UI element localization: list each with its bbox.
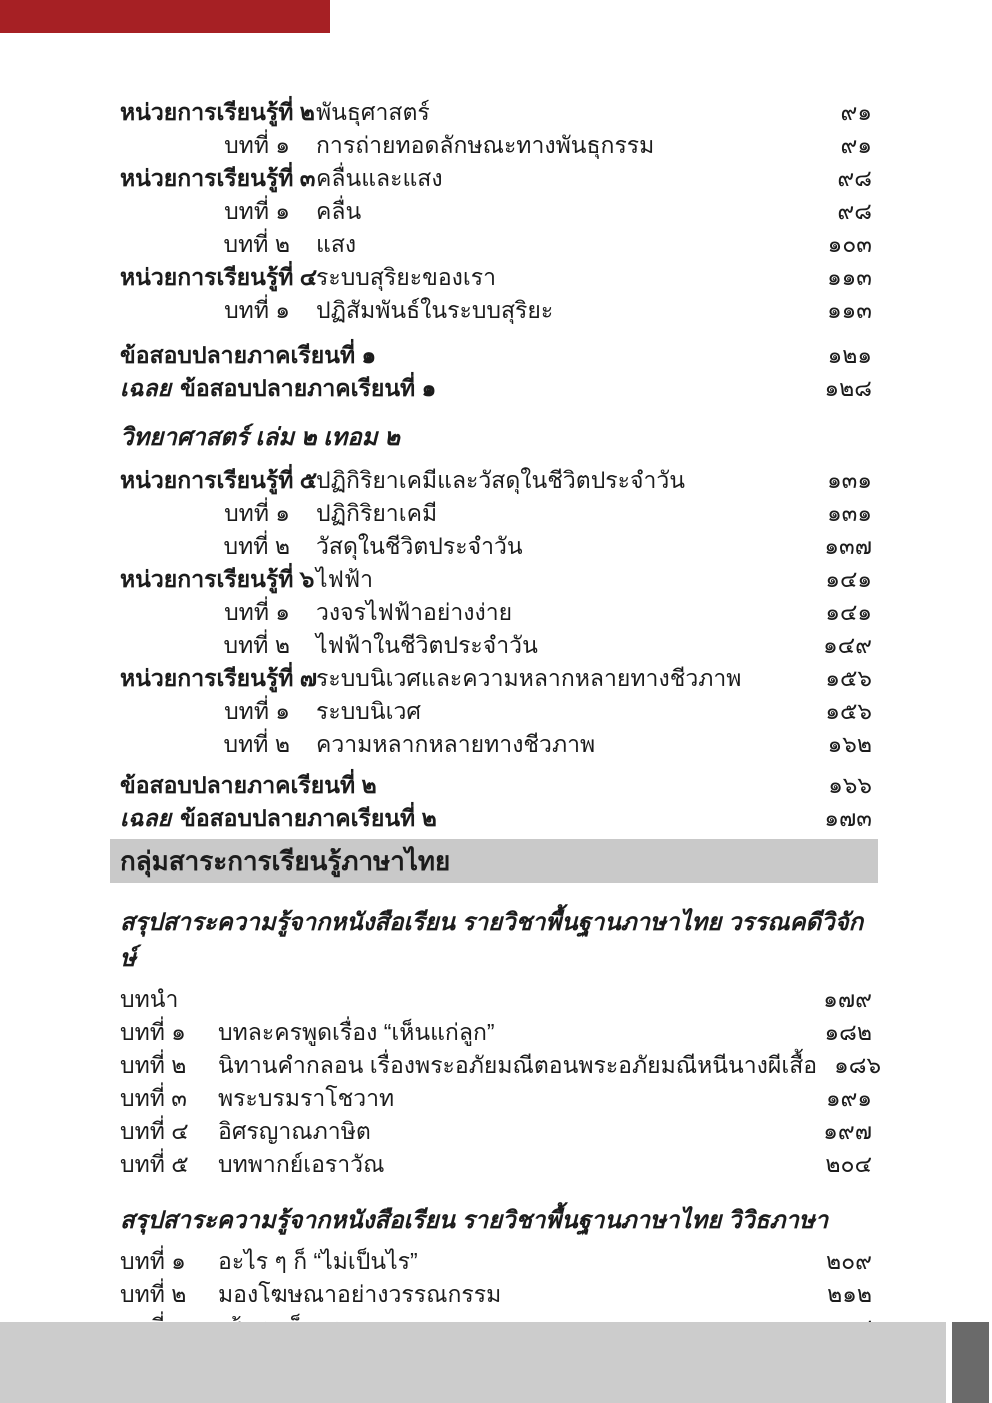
toc-row <box>120 195 872 228</box>
page-number: ๑๔๑ <box>825 566 872 592</box>
chapter-label: บทที่ ๑ <box>224 198 290 224</box>
toc-row <box>120 1115 872 1148</box>
toc-row <box>120 728 872 761</box>
page-number: ๙๑ <box>840 132 872 158</box>
entry-title: พระบรมราโชวาท <box>218 1085 395 1111</box>
page-number: ๑๘๒ <box>824 1019 872 1045</box>
chapter-label: บทที่ ๑ <box>224 132 290 158</box>
chapter-label: บทที่ ๓ <box>120 1085 188 1111</box>
volume-header: วิทยาศาสตร์ เล่ม ๒ เทอม ๒ <box>120 424 400 451</box>
page-number: ๑๐๓ <box>827 231 872 257</box>
entry-title: ระบบนิเวศ <box>316 698 422 724</box>
chapter-label: บทที่ ๑ <box>224 500 290 526</box>
footer-light-bar <box>0 1322 946 1403</box>
chapter-label: บทที่ ๒ <box>223 533 290 559</box>
page-number: ๑๗๙ <box>823 986 872 1012</box>
page-number: ๑๙๑ <box>825 1085 872 1111</box>
exam-title: ข้อสอบปลายภาคเรียนที่ ๑ <box>120 342 377 368</box>
exam-title: ข้อสอบปลายภาคเรียนที่ ๒ <box>120 772 377 798</box>
toc-row <box>120 662 872 695</box>
entry-title: ไฟฟ้า <box>316 566 374 592</box>
toc-row <box>120 1245 872 1278</box>
answer-key-prefix: เฉลย <box>120 375 172 401</box>
exam-row <box>120 769 872 802</box>
toc-row <box>120 96 872 129</box>
page-number: ๑๖๖ <box>828 772 872 798</box>
page-number: ๑๔๙ <box>823 632 872 658</box>
toc-row <box>120 1148 872 1181</box>
chapter-label: บทที่ ๒ <box>223 231 290 257</box>
answer-key-label: ข้อสอบปลายภาคเรียนที่ ๒ <box>180 805 437 831</box>
page-number: ๑๕๖ <box>825 665 872 691</box>
exam-row <box>120 339 872 372</box>
toc-row <box>120 497 872 530</box>
chapter-label: บทที่ ๑ <box>120 1248 186 1274</box>
chapter-label: บทที่ ๑ <box>224 599 290 625</box>
entry-title: ไฟฟ้าในชีวิตประจำวัน <box>316 632 538 658</box>
page-number: ๑๑๓ <box>827 264 872 290</box>
entry-title: ระบบสุริยะของเรา <box>316 264 497 290</box>
page-number: ๒๐๔ <box>825 1151 872 1177</box>
entry-title: การถ่ายทอดลักษณะทางพันธุกรรม <box>316 132 655 158</box>
unit-label: หน่วยการเรียนรู้ที่ ๓ <box>120 165 316 191</box>
page-number: ๑๒๑ <box>827 342 872 368</box>
page-number: ๑๙๗ <box>823 1118 872 1144</box>
toc-row <box>120 563 872 596</box>
chapter-label: บทที่ ๑ <box>224 698 290 724</box>
toc-row <box>120 261 872 294</box>
entry-title: ความหลากหลายทางชีวภาพ <box>316 731 596 757</box>
footer-dark-tab <box>952 1322 989 1403</box>
answer-key-label: ข้อสอบปลายภาคเรียนที่ ๑ <box>180 375 437 401</box>
toc-row <box>120 294 872 327</box>
entry-title: พันธุศาสตร์ <box>316 99 430 125</box>
section-header-bar: กลุ่มสาระการเรียนรู้ภาษาไทย <box>110 839 878 883</box>
page-number: ๑๘๖ <box>834 1052 882 1078</box>
toc-row <box>120 1049 882 1082</box>
answer-key-row <box>120 372 872 405</box>
page-number: ๙๘ <box>837 198 872 224</box>
subsection-header: สรุปสาระความรู้จากหนังสือเรียน รายวิชาพื้นฐานภาษาไทย วรรณคดีวิจักษ์ <box>120 909 864 972</box>
chapter-label: บทที่ ๒ <box>120 1281 187 1307</box>
answer-key-row <box>120 802 872 835</box>
chapter-label: บทที่ ๔ <box>120 1118 189 1144</box>
toc-row <box>120 596 872 629</box>
entry-title: ปฏิสัมพันธ์ในระบบสุริยะ <box>316 297 554 323</box>
entry-title: ปฏิกิริยาเคมีและวัสดุในชีวิตประจำวัน <box>316 467 686 493</box>
page-number: ๑๓๗ <box>824 533 872 559</box>
answer-key-prefix: เฉลย <box>120 805 172 831</box>
entry-title: ระบบนิเวศและความหลากหลายทางชีวภาพ <box>316 665 742 691</box>
page-number: ๙๑ <box>840 99 872 125</box>
toc-content <box>120 0 882 1344</box>
page-number: ๒๑๒ <box>827 1281 872 1307</box>
page-number: ๑๒๘ <box>824 375 872 401</box>
chapter-label: บทที่ ๒ <box>223 632 290 658</box>
page-number: ๑๕๖ <box>825 698 872 724</box>
page-number: ๙๘ <box>837 165 872 191</box>
entry-title: คลื่นและแสง <box>316 165 443 191</box>
toc-row <box>120 983 872 1016</box>
entry-title: วงจรไฟฟ้าอย่างง่าย <box>316 599 513 625</box>
chapter-label: บทที่ ๕ <box>120 1151 189 1177</box>
chapter-label: บทที่ ๑ <box>224 297 290 323</box>
chapter-label: บทนำ <box>120 986 179 1012</box>
unit-label: หน่วยการเรียนรู้ที่ ๗ <box>120 665 318 691</box>
chapter-label: บทที่ ๒ <box>223 731 290 757</box>
answer-key-title <box>120 372 808 405</box>
toc-row <box>120 228 872 261</box>
toc-row <box>120 629 872 662</box>
entry-title: แสง <box>316 231 357 257</box>
page-number: ๑๓๑ <box>827 467 872 493</box>
unit-label: หน่วยการเรียนรู้ที่ ๕ <box>120 467 318 493</box>
entry-title: วัสดุในชีวิตประจำวัน <box>316 533 523 559</box>
toc-row <box>120 530 872 563</box>
toc-row <box>120 129 872 162</box>
entry-title: คลื่น <box>316 198 362 224</box>
entry-title: มองโฆษณาอย่างวรรณกรรม <box>218 1281 502 1307</box>
entry-title: บทละครพูดเรื่อง “เห็นแก่ลูก” <box>218 1019 495 1045</box>
toc-row <box>120 464 872 497</box>
page-number: ๒๐๙ <box>825 1248 872 1274</box>
page-number: ๑๖๒ <box>827 731 872 757</box>
entry-title: ปฏิกิริยาเคมี <box>316 500 438 526</box>
entry-title: อะไร ๆ ก็ “ไม่เป็นไร” <box>218 1248 418 1274</box>
entry-title: อิศรญาณภาษิต <box>218 1118 371 1144</box>
chapter-label: บทที่ ๑ <box>120 1019 186 1045</box>
unit-label: หน่วยการเรียนรู้ที่ ๒ <box>120 99 315 125</box>
chapter-label: บทที่ ๒ <box>120 1052 187 1078</box>
toc-row <box>120 1082 872 1115</box>
subsection-header: สรุปสาระความรู้จากหนังสือเรียน รายวิชาพื้นฐานภาษาไทย วิวิธภาษา <box>120 1207 829 1234</box>
page-number: ๑๔๑ <box>825 599 872 625</box>
entry-title: บทพากย์เอราวัณ <box>218 1151 385 1177</box>
answer-key-title <box>120 802 808 835</box>
toc-row <box>120 695 872 728</box>
toc-row <box>120 1278 872 1311</box>
toc-row <box>120 162 872 195</box>
unit-label: หน่วยการเรียนรู้ที่ ๔ <box>120 264 318 290</box>
unit-label: หน่วยการเรียนรู้ที่ ๖ <box>120 566 315 592</box>
page-number: ๑๗๓ <box>824 805 872 831</box>
page-number: ๑๓๑ <box>827 500 872 526</box>
page-number: ๑๑๓ <box>827 297 872 323</box>
entry-title: นิทานคำกลอน เรื่องพระอภัยมณีตอนพระอภัยมณีหนีนางผีเสื้อ <box>218 1052 818 1078</box>
toc-row <box>120 1016 872 1049</box>
